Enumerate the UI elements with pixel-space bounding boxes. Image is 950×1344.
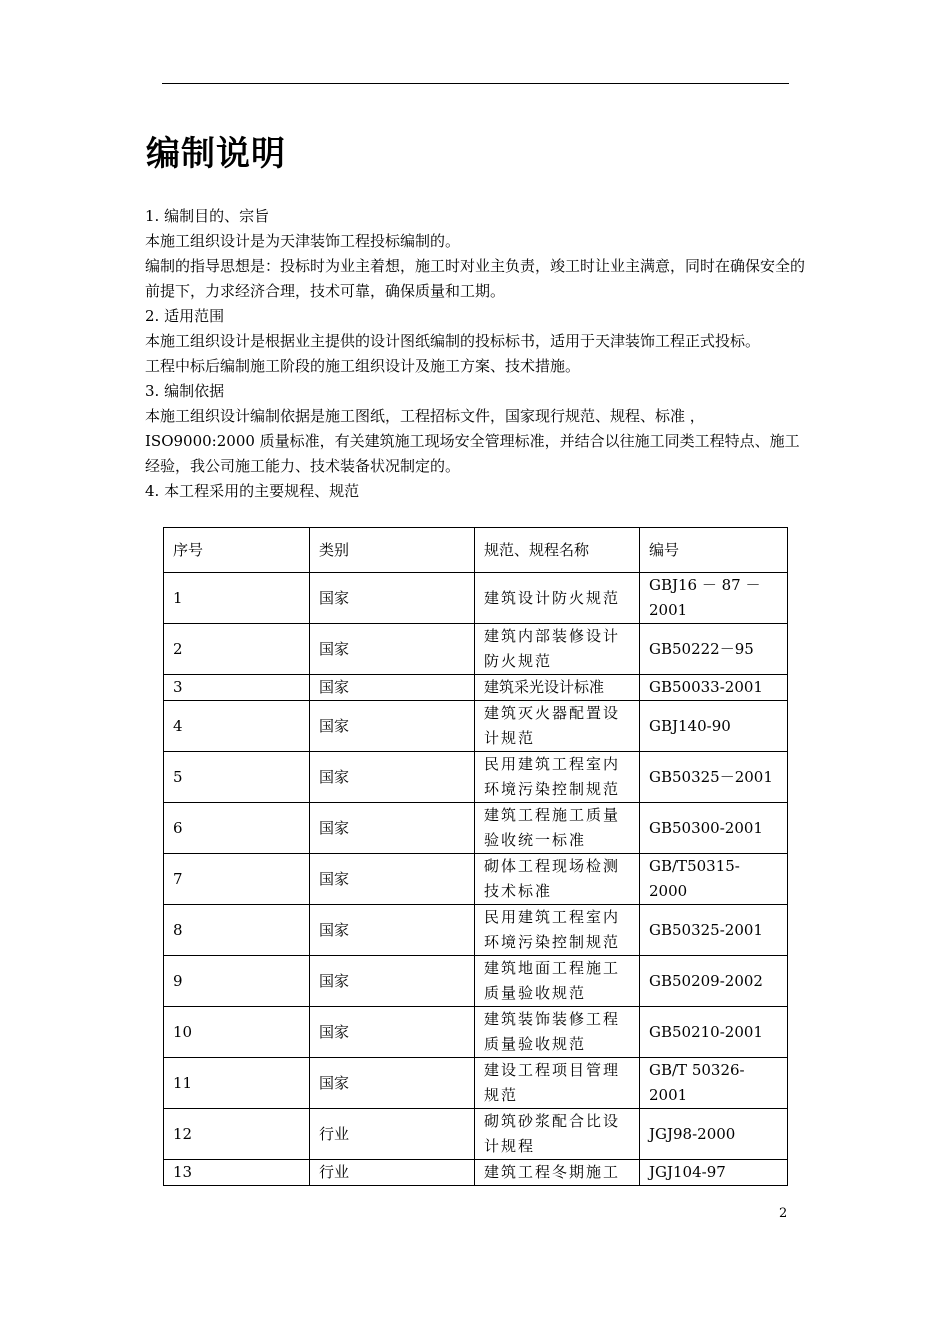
table-row: [164, 956, 788, 1007]
section-heading: 1. 编制目的、宗旨: [145, 207, 270, 225]
table-row: [164, 675, 788, 701]
paragraph: 编制的指导思想是：投标时为业主着想，施工时对业主负责，竣工时让业主满意，同时在确保安全的前提下，力求经济合理，技术可靠，确保质量和工期。: [145, 257, 806, 300]
table-row: [164, 1160, 788, 1186]
cell-code: GB50209-2002: [640, 956, 788, 1007]
cell-index: 3: [164, 675, 310, 701]
table-row: [164, 1007, 788, 1058]
cell-code: JGJ104-97: [640, 1160, 788, 1186]
cell-name: 建筑采光设计标准: [475, 675, 640, 701]
cell-code: GB/T50315-2000: [640, 854, 788, 905]
cell-category: 国家: [310, 752, 475, 803]
cell-category: 行业: [310, 1109, 475, 1160]
cell-index: 13: [164, 1160, 310, 1186]
cell-code: JGJ98-2000: [640, 1109, 788, 1160]
cell-category: 国家: [310, 701, 475, 752]
cell-code: GBJ140-90: [640, 701, 788, 752]
cell-category: 国家: [310, 854, 475, 905]
cell-name: 建筑装饰装修工程质量验收规范: [475, 1007, 640, 1058]
cell-name: 建筑灭火器配置设计规范: [475, 701, 640, 752]
cell-index: 12: [164, 1109, 310, 1160]
cell-name: 建设工程项目管理规范: [475, 1058, 640, 1109]
cell-index: 6: [164, 803, 310, 854]
paragraph: 工程中标后编制施工阶段的施工组织设计及施工方案、技术措施。: [145, 357, 581, 375]
cell-index: 1: [164, 573, 310, 624]
cell-index: 11: [164, 1058, 310, 1109]
cell-name: 民用建筑工程室内环境污染控制规范: [475, 905, 640, 956]
table-row: [164, 854, 788, 905]
page-title: 编制说明: [146, 134, 286, 174]
cell-index: 10: [164, 1007, 310, 1058]
cell-index: 7: [164, 854, 310, 905]
cell-code: GBJ16 － 87 －2001: [640, 573, 788, 624]
cell-category: 国家: [310, 675, 475, 701]
table-row: [164, 1109, 788, 1160]
table-row: [164, 905, 788, 956]
cell-category: 国家: [310, 905, 475, 956]
cell-index: 9: [164, 956, 310, 1007]
cell-name: 建筑设计防火规范: [475, 573, 640, 624]
cell-name: 建筑地面工程施工质量验收规范: [475, 956, 640, 1007]
cell-name: 建筑内部装修设计防火规范: [475, 624, 640, 675]
cell-category: 国家: [310, 1058, 475, 1109]
cell-code: GB50325-2001: [640, 905, 788, 956]
paragraph: 本施工组织设计是根据业主提供的设计图纸编制的投标标书，适用于天津装饰工程正式投标。: [145, 332, 761, 350]
section-heading: 4. 本工程采用的主要规程、规范: [145, 482, 360, 500]
cell-code: GB50300-2001: [640, 803, 788, 854]
cell-index: 2: [164, 624, 310, 675]
document-body: [145, 204, 815, 504]
header-cell-index: 序号: [164, 528, 310, 573]
table-row: [164, 624, 788, 675]
cell-name: 民用建筑工程室内环境污染控制规范: [475, 752, 640, 803]
header-cell-code: 编号: [640, 528, 788, 573]
cell-name: 砌筑砂浆配合比设计规程: [475, 1109, 640, 1160]
header-cell-category: 类别: [310, 528, 475, 573]
table-header-row: [164, 528, 788, 573]
cell-name: 建筑工程施工质量验收统一标准: [475, 803, 640, 854]
paragraph: 本施工组织设计是为天津装饰工程投标编制的。: [145, 232, 461, 250]
cell-name: 砌体工程现场检测技术标准: [475, 854, 640, 905]
header-rule: [162, 83, 789, 84]
standards-table: [163, 527, 788, 1186]
cell-category: 国家: [310, 956, 475, 1007]
table-row: [164, 752, 788, 803]
paragraph: 本施工组织设计编制依据是施工图纸，工程招标文件，国家现行规范、规程、标准 ，ISO9000:2000 质量标准，有关建筑施工现场安全管理标准，并结合以往施工同类工程特点、施工经验，我公司施工能力、技术装备状况制定的。: [145, 407, 800, 475]
cell-code: GB50210-2001: [640, 1007, 788, 1058]
table-row: [164, 1058, 788, 1109]
cell-code: GB/T 50326-2001: [640, 1058, 788, 1109]
cell-name: 建筑工程冬期施工: [475, 1160, 640, 1186]
table-row: [164, 803, 788, 854]
section-heading: 3. 编制依据: [145, 382, 225, 400]
page-number: 2: [779, 1206, 788, 1221]
section-heading: 2. 适用范围: [145, 307, 225, 325]
cell-category: 国家: [310, 1007, 475, 1058]
cell-code: GB50222－95: [640, 624, 788, 675]
cell-code: GB50325－2001: [640, 752, 788, 803]
cell-category: 国家: [310, 624, 475, 675]
table-row: [164, 573, 788, 624]
cell-code: GB50033-2001: [640, 675, 788, 701]
cell-index: 8: [164, 905, 310, 956]
cell-index: 5: [164, 752, 310, 803]
cell-category: 国家: [310, 573, 475, 624]
cell-category: 国家: [310, 803, 475, 854]
cell-category: 行业: [310, 1160, 475, 1186]
table-row: [164, 701, 788, 752]
cell-index: 4: [164, 701, 310, 752]
header-cell-name: 规范、规程名称: [475, 528, 640, 573]
